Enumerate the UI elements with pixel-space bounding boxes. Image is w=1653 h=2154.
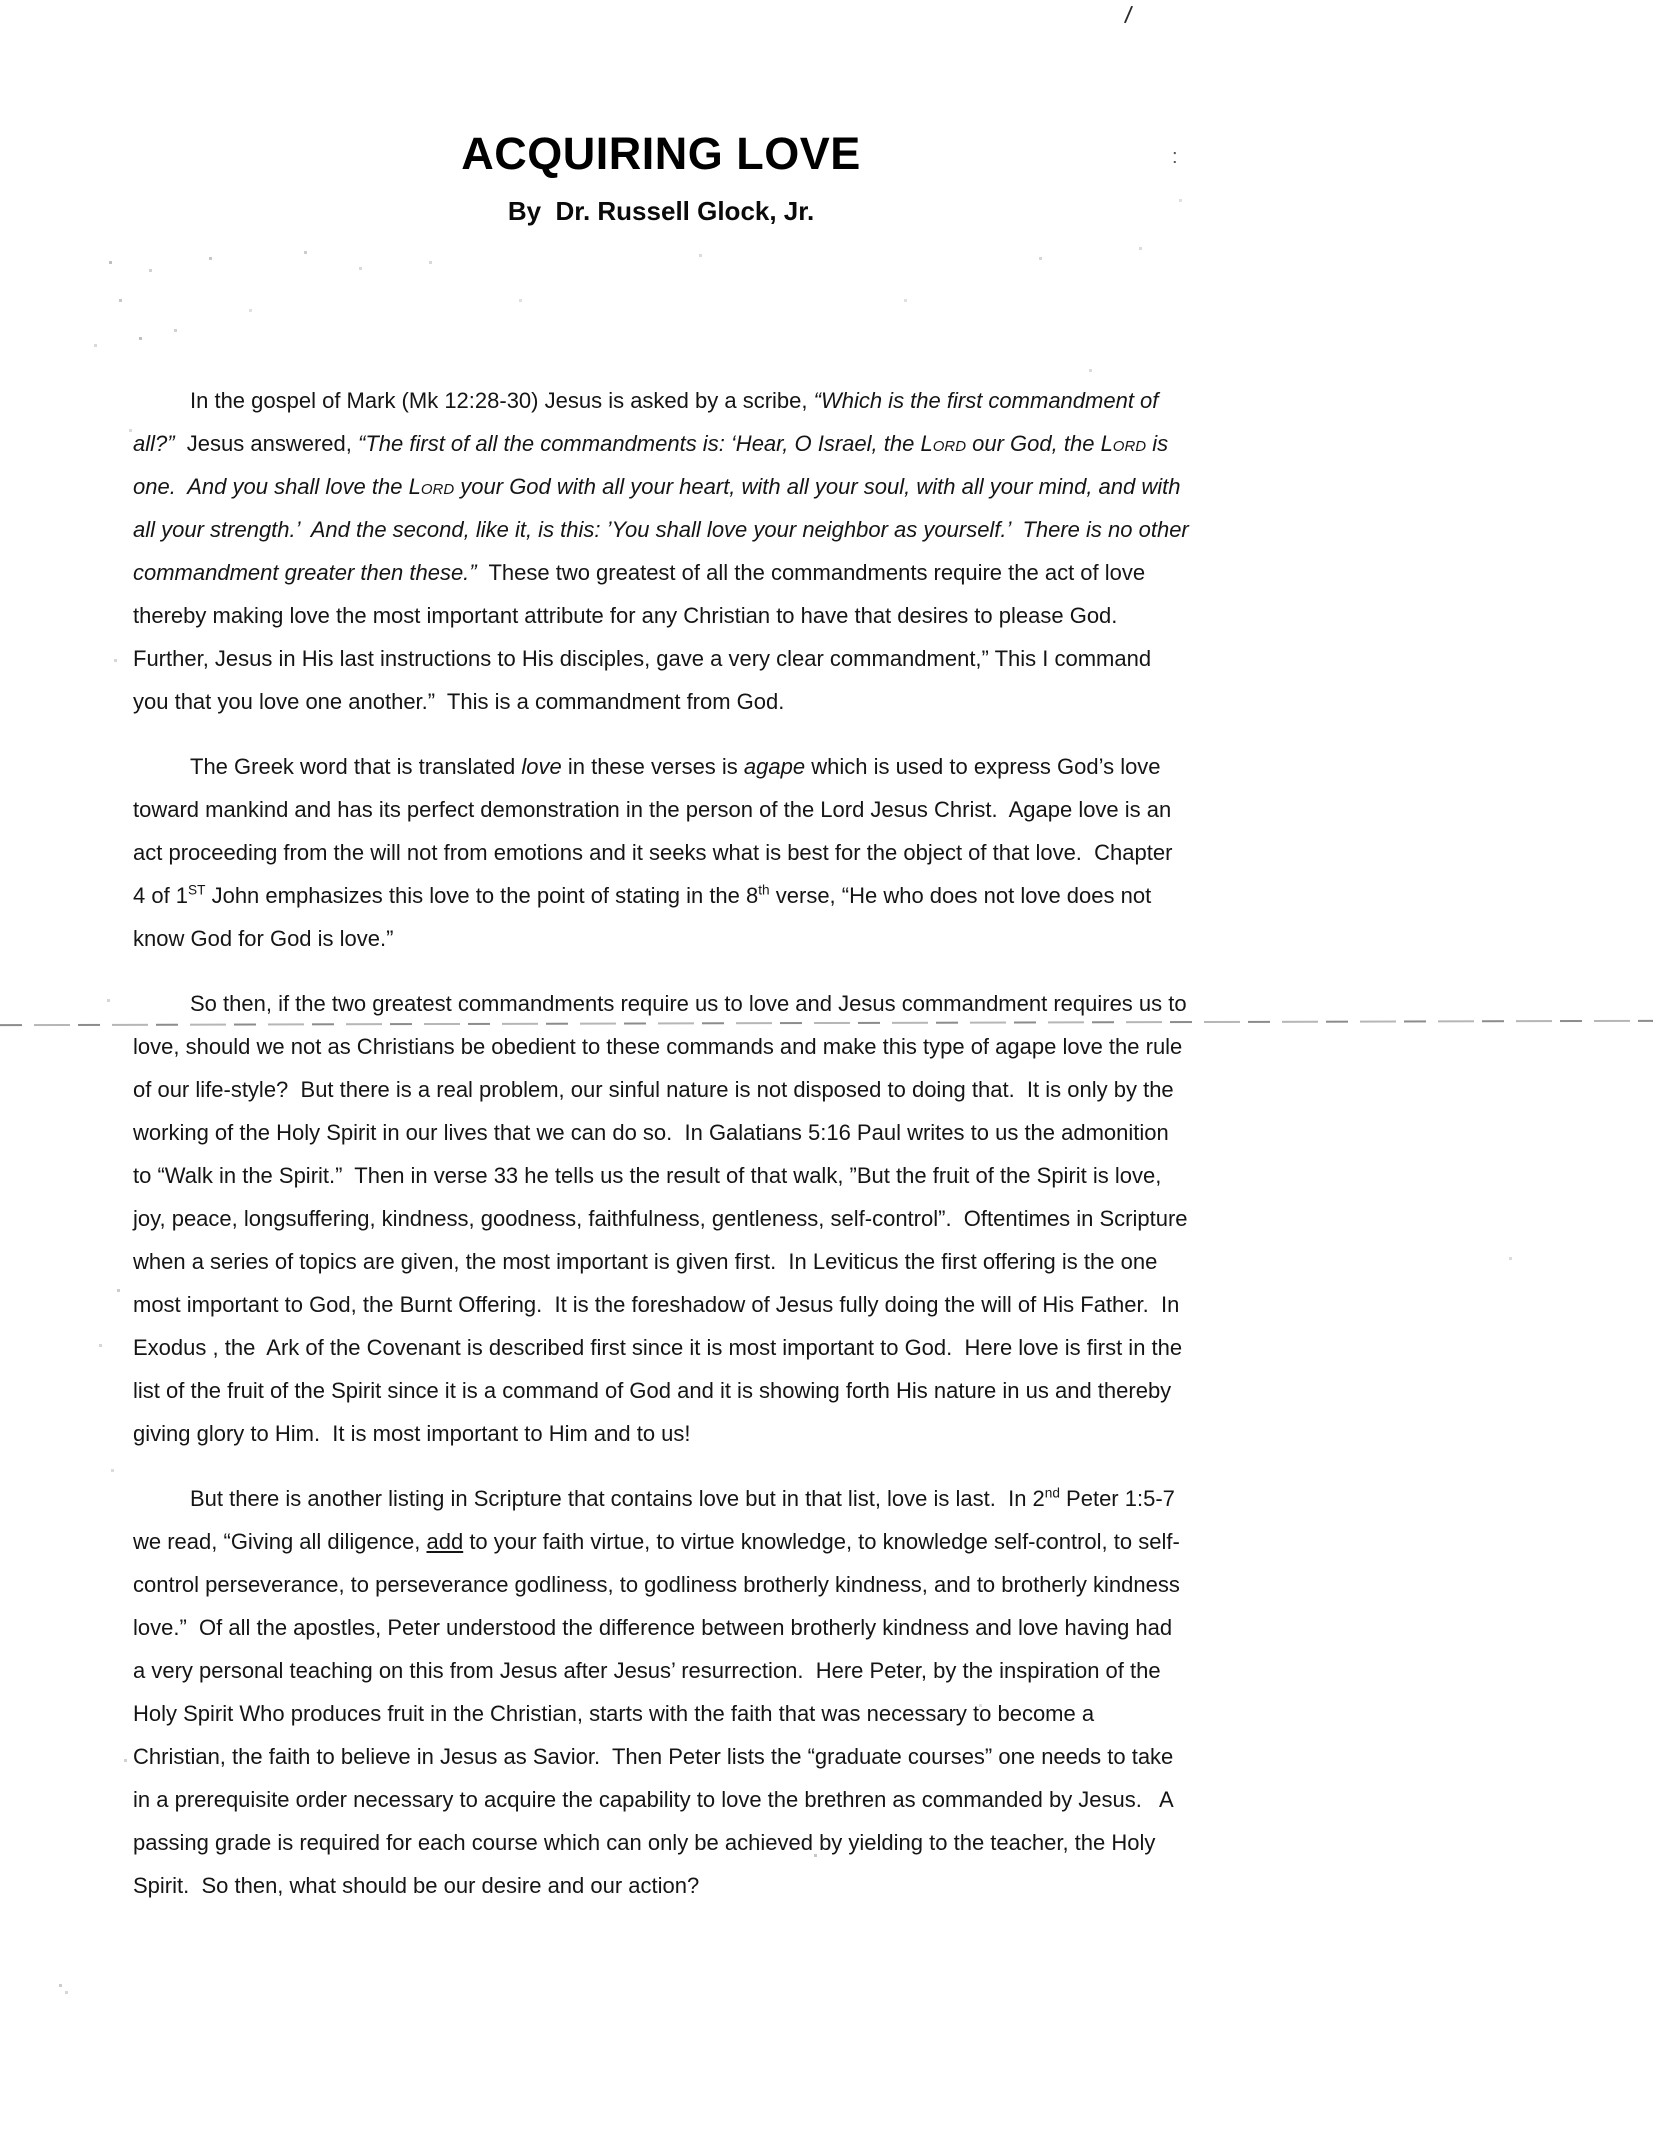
text-segment: “The first of all the commandments is: ‘Hear, O Israel, the bbox=[358, 431, 921, 456]
document-byline: By Dr. Russell Glock, Jr. bbox=[507, 196, 815, 226]
text-segment: John emphasizes this love to the point of stating in the 8 bbox=[205, 883, 759, 908]
document-body bbox=[133, 379, 1195, 1907]
document-title: ACQUIRING LOVE bbox=[461, 128, 861, 179]
text-segment: So then, if the two greatest commandments require us to love and Jesus commandment requires us to love, should we not as Christians be obedient to these commands and make this type of agape love the rule of our life-style? But there is a real problem, our sinful nature is not disposed to doing that. It is only by the working of the Holy Spirit in our lives that we can do so. In Galatians 5:16 Paul writes to us the admonition to “Walk in the Spirit.” Then in verse 33 he tells us the result of that walk, ”But the fruit of the Spirit is love, joy, peace, longsuffering, kindness, goodness, faithfulness, gentleness, self-control”. Oftentimes in Scripture when a series of topics are given, the most important is given first. In Leviticus the first offering is the one most important to God, the Burnt Offering. It is the foreshadow of Jesus fully doing the will of His Father. In Exodus , the Ark of the Covenant is described first since it is most important to God. Here love is first in the list of the fruit of the Spirit since it is a command of God and it is showing forth His nature in us and thereby giving glory to Him. It is most important to Him and to us! bbox=[133, 991, 1194, 1446]
text-segment: our God, the bbox=[966, 431, 1101, 456]
text-segment: Lord bbox=[920, 431, 967, 456]
paragraph bbox=[133, 982, 1194, 1455]
scan-artifact-slash: / bbox=[1123, 1, 1134, 30]
text-segment: In the gospel of Mark (Mk 12:28-30) Jesus is asked by a scribe, bbox=[190, 388, 814, 413]
text-segment: your God with all your heart, with all your soul, with all your mind, and with all your strength.’ And the second, like it, is this: ’You shall love your neighbor as yourself.’ There is no other commandment greater then these.” bbox=[133, 474, 1195, 585]
text-segment: agape bbox=[743, 754, 806, 779]
text-segment: The Greek word that is translated bbox=[190, 754, 522, 779]
text-segment: Lord bbox=[408, 474, 455, 499]
paragraph bbox=[133, 379, 1195, 723]
text-segment: ST bbox=[188, 882, 206, 898]
text-segment: “Which is the first commandment of all?” bbox=[133, 388, 1165, 456]
scan-artifact-colon: : bbox=[1172, 146, 1178, 168]
text-segment: in these verses is bbox=[561, 754, 744, 779]
text-segment: nd bbox=[1044, 1485, 1060, 1501]
text-segment: which is used to express God’s love toward mankind and has its perfect demonstration in the person of the Lord Jesus Christ. Agape love is an act proceeding from the will not from emotions and it seeks what is best for the object of that love. Chapter 4 of 1 bbox=[133, 754, 1179, 908]
text-segment: verse, “He who does not love does not know God for God is love.” bbox=[133, 883, 1158, 951]
paragraph bbox=[133, 745, 1189, 960]
text-segment: th bbox=[758, 882, 770, 898]
paragraph bbox=[133, 1477, 1189, 1907]
scan-noise-artifact bbox=[0, 0, 1, 1]
text-segment: love bbox=[521, 754, 562, 779]
text-segment: Jesus answered, bbox=[174, 431, 359, 456]
text-segment: These two greatest of all the commandments require the act of love thereby making love the most important attribute for any Christian to have that desires to please God. Further, Jesus in His last instructions to His disciples, gave a very clear commandment,” This I command you that you love one another.” This is a commandment from God. bbox=[133, 560, 1158, 714]
document-content bbox=[133, 0, 1195, 1929]
text-segment: But there is another listing in Scripture that contains love but in that list, love is last. In 2 bbox=[190, 1486, 1045, 1511]
text-segment: Lord bbox=[1100, 431, 1147, 456]
text-segment: Peter 1:5-7 we read, “Giving all diligence, bbox=[133, 1486, 1182, 1554]
text-segment: is one. And you shall love the bbox=[133, 431, 1175, 499]
text-segment: add bbox=[426, 1529, 464, 1554]
text-segment: to your faith virtue, to virtue knowledge, to knowledge self-control, to self-control perseverance, to perseverance godliness, to godliness brotherly kindness, and to brotherly kindness love.” Of all the apostles, Peter understood the difference between brotherly kindness and love having had a very personal teaching on this from Jesus after Jesus’ resurrection. Here Peter, by the inspiration of the Holy Spirit Who produces fruit in the Christian, starts with the faith that was necessary to become a Christian, the faith to believe in Jesus as Savior. Then Peter lists the “graduate courses” one needs to take in a prerequisite order necessary to acquire the capability to love the brethren as commanded by Jesus. A passing grade is required for each course which can only be achieved by yielding to the teacher, the Holy Spirit. So then, what should be our desire and our action? bbox=[133, 1529, 1186, 1898]
